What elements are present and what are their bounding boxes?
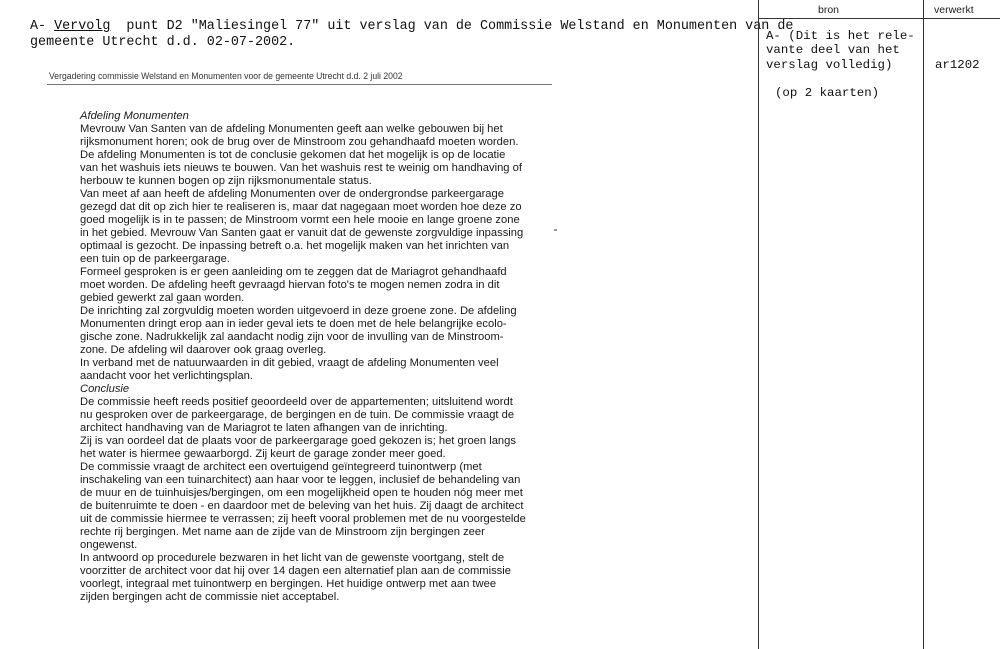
column-header-verwerkt: verwerkt <box>934 4 974 16</box>
bron-note: A- (Dit is het rele- vante deel van het verslag volledig) <box>766 29 915 72</box>
report-line: inschakeling van een tuinarchitect) aan haar voor te leggen, inclusief de behandeling van <box>80 474 521 486</box>
report-line: De inrichting zal zorgvuldig moeten worden uitgevoerd in deze groene zone. De afdeling <box>80 305 517 317</box>
report-line: Van meet af aan heeft de afdeling Monumenten over de ondergrondse parkeergarage <box>80 188 504 200</box>
header-line1: punt D2 "Maliesingel 77" uit verslag van de Commissie Welstand en Monumenten van de <box>110 19 794 34</box>
document-header <box>30 19 794 51</box>
report-line: ongewenst. <box>80 539 138 551</box>
report-line: optimaal is gezocht. De inpassing betreft o.a. het mogelijk maken van het inrichten van <box>80 240 510 252</box>
report-line: herbouw te kunnen bogen op zijn rijksmonumentale status. <box>80 175 372 187</box>
bron-note-cards: (op 2 kaarten) <box>775 86 880 100</box>
report-line: voorlegt, integraal met tuinontwerp en bergingen. Het huidige ontwerp met aan twee <box>80 578 497 590</box>
column-header-bron: bron <box>818 4 840 16</box>
report-line: uit de commissie hiermee te verrassen; zij heeft vooral problemen met de nu voorgestelde <box>80 513 526 525</box>
table-rule-middle <box>923 0 924 649</box>
report-line: Formeel gesproken is er geen aanleiding om te zeggen dat de Mariagrot gehandhaafd <box>80 266 507 278</box>
report-line: voorzitter de architect voor dat hij over 14 dagen een alternatief plan aan de commissie <box>80 565 511 577</box>
header-prefix: A- <box>30 19 55 34</box>
report-line: de muur en de tuinhuisjes/bergingen, om een mogelijkheid open te houden nóg meer met <box>80 487 523 499</box>
report-line: Zij is van oordeel dat de plaats voor de parkeergarage goed gekozen is; het groen langs <box>80 435 516 447</box>
table-rule-left <box>758 0 759 649</box>
meeting-title: Vergadering commissie Welstand en Monumenten voor de gemeente Utrecht d.d. 2 juli 2002 <box>49 71 403 82</box>
report-line: gebied gewerkt zal gaan worden. <box>80 292 245 304</box>
report-line: in het gebied. Mevrouw Van Santen gaat er vanuit dat de gewenste zorgvuldige inpassing <box>80 227 524 239</box>
report-line: goed mogelijk is in te passen; de Minstroom vormt een hele mooie en lange groene zone <box>80 214 520 226</box>
report-line: De commissie vraagt de architect een overtuigend geïntegreerd tuinontwerp (met <box>80 461 482 473</box>
report-line: aandacht voor het verlichtingsplan. <box>80 370 253 382</box>
report-line: gezegd dat dit op zich hier te realiseren is, maar dat nagegaan moet worden hoe deze zo <box>80 201 522 213</box>
report-line: Mevrouw Van Santen van de afdeling Monumenten geeft aan welke gebouwen bij het <box>80 123 503 135</box>
report-line: architect handhaving van de Mariagrot te laten afhangen van de inrichting. <box>80 422 448 434</box>
report-line: een tuin op de parkeergarage. <box>80 253 230 265</box>
report-line: rijksmonument horen; ook de brug over de Minstroom zou gehandhaafd moeten worden. <box>80 136 519 148</box>
header-vervolg: Vervolg <box>54 19 111 34</box>
report-line: rechte rij bergingen. Met name aan de zijde van de Minstroom zijn bergingen zeer <box>80 526 485 538</box>
section-heading: Conclusie <box>80 383 130 395</box>
report-body <box>80 110 560 604</box>
report-line: nu gesproken over de parkeergarage, de bergingen en de tuin. De commissie vraagt de <box>80 409 515 421</box>
report-line: de buitenruimte te doen - en daardoor met de beleving van het huis. Zij daagt de architect <box>80 500 524 512</box>
report-line: Monumenten dringt erop aan in ieder geval iets te doen met de hele belangrijke ecolo- <box>80 318 507 330</box>
meeting-title-rule <box>47 84 552 85</box>
header-line2: gemeente Utrecht d.d. 02-07-2002. <box>30 35 296 50</box>
report-line: het water is hiermee gewaarborgd. Zij keurt de garage zonder meer goed. <box>80 448 446 460</box>
report-line: De afdeling Monumenten is tot de conclusie gekomen dat het mogelijk is op de locatie <box>80 149 506 161</box>
verwerkt-value: ar1202 <box>935 58 980 72</box>
table-header-rule <box>758 18 1000 19</box>
report-line: In antwoord op procedurele bezwaren in het licht van de gewenste voortgang, stelt de <box>80 552 505 564</box>
report-line: De commissie heeft reeds positief geoordeeld over de appartementen; uitsluitend wordt <box>80 396 513 408</box>
report-line: gische zone. Nadrukkelijk zal aandacht nodig zijn voor de invulling van de Minstroom- <box>80 331 504 343</box>
report-line: zone. De afdeling wil daarover ook graag overleg. <box>80 344 327 356</box>
section-heading: Afdeling Monumenten <box>80 110 189 122</box>
report-line: van het washuis iets nieuws te bouwen. Van het washuis rest te weinig om handhaving of <box>80 162 522 174</box>
report-line: moet worden. De afdeling heeft gevraagd hiervan foto's te mogen nemen zodra in dit <box>80 279 500 291</box>
report-line: zijden bergingen acht de commissie niet acceptabel. <box>80 591 340 603</box>
report-line: In verband met de natuurwaarden in dit gebied, vraagt de afdeling Monumenten veel <box>80 357 499 369</box>
scan-mark <box>554 229 557 231</box>
